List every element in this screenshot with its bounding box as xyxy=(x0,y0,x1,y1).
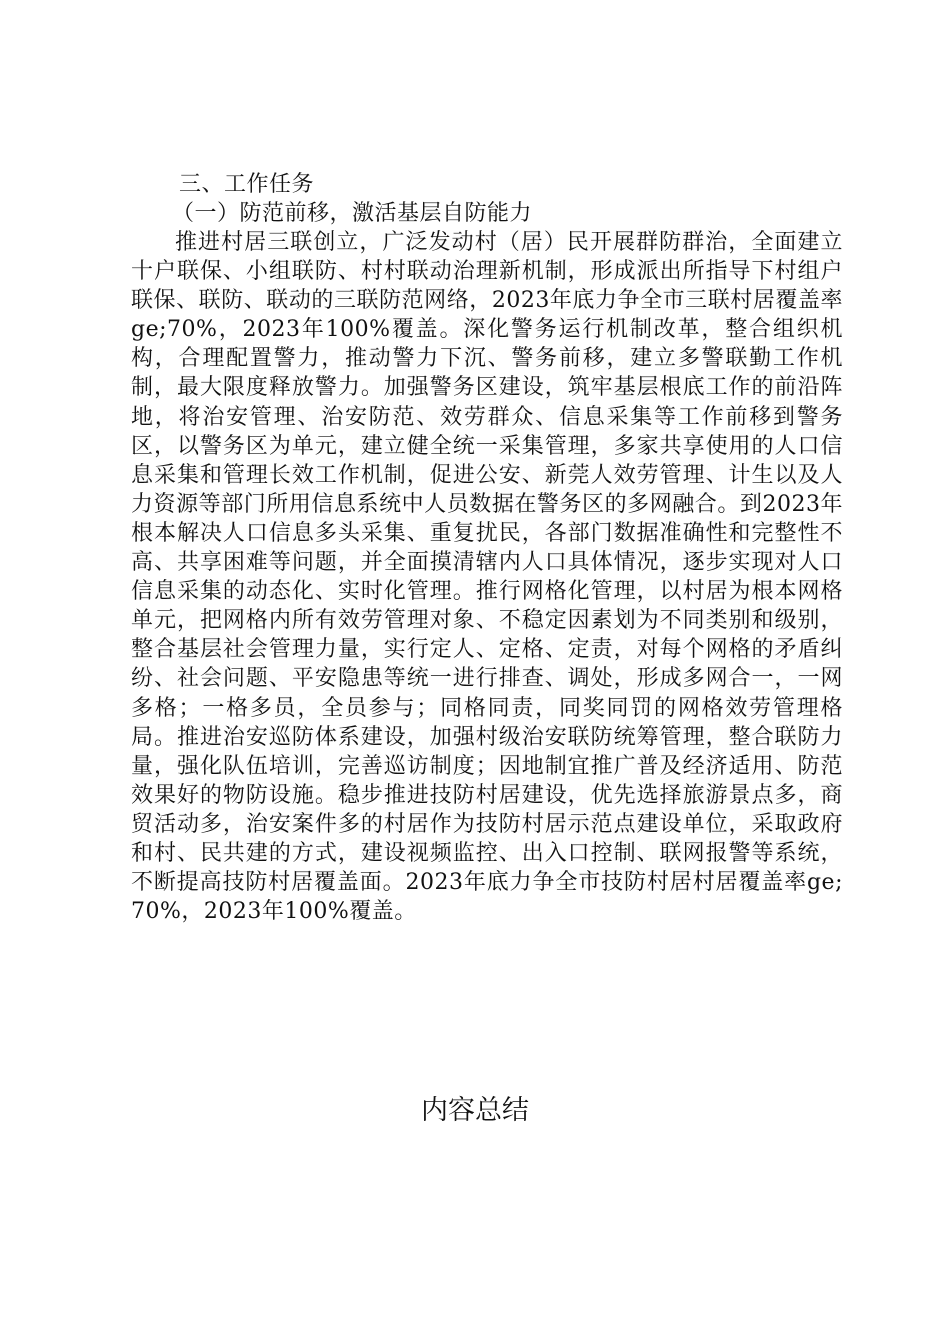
body-paragraph: 推进村居三联创立，广泛发动村（居）民开展群防群治，全面建立十户联保、小组联防、村村联动治理新机制，形成派出所指导下村组户联保、联防、联动的三联防范网络，2023年底力争全市三联村居覆盖率ge;70%，2023年100%覆盖。深化警务运行机制改革，整合组织机构，合理配置警力，推动警力下沉、警务前移，建立多警联勤工作机制，最大限度释放警力。加强警务区建设，筑牢基层根底工作的前沿阵地，将治安管理、治安防范、效劳群众、信息采集等工作前移到警务区，以警务区为单元，建立健全统一采集管理，多家共享使用的人口信息采集和管理长效工作机制，促进公安、新莞人效劳管理、计生以及人力资源等部门所用信息系统中人员数据在警务区的多网融合。到2023年根本解决人口信息多头采集、重复扰民，各部门数据准确性和完整性不高、共享困难等问题，并全面摸清辖内人口具体情况，逐步实现对人口信息采集的动态化、实时化管理。推行网格化管理，以村居为根本网格单元，把网格内所有效劳管理对象、不稳定因素划为不同类别和级别，整合基层社会管理力量，实行定人、定格、定责，对每个网格的矛盾纠纷、社会问题、平安隐患等统一进行排查、调处，形成多网合一，一网多格；一格多员，全员参与；同格同责，同奖同罚的网格效劳管理格局。推进治安巡防体系建设，加强村级治安联防统筹管理，整合联防力量，强化队伍培训，完善巡访制度；因地制宜推广普及经济适用、防范效果好的物防设施。稳步推进技防村居建设，优先选择旅游景点多，商贸活动多，治安案件多的村居作为技防村居示范点建设单位，采取政府和村、民共建的方式，建设视频监控、出入口控制、联网报警等系统，不断提高技防村居覆盖面。2023年底力争全市技防村居村居覆盖率ge;70%，2023年100%覆盖。 xyxy=(131,230,843,925)
subsection-heading: （一）防范前移，激活基层自防能力 xyxy=(172,201,533,226)
summary-title: 内容总结 xyxy=(421,1095,529,1126)
section-heading: 三、工作任务 xyxy=(179,172,315,197)
